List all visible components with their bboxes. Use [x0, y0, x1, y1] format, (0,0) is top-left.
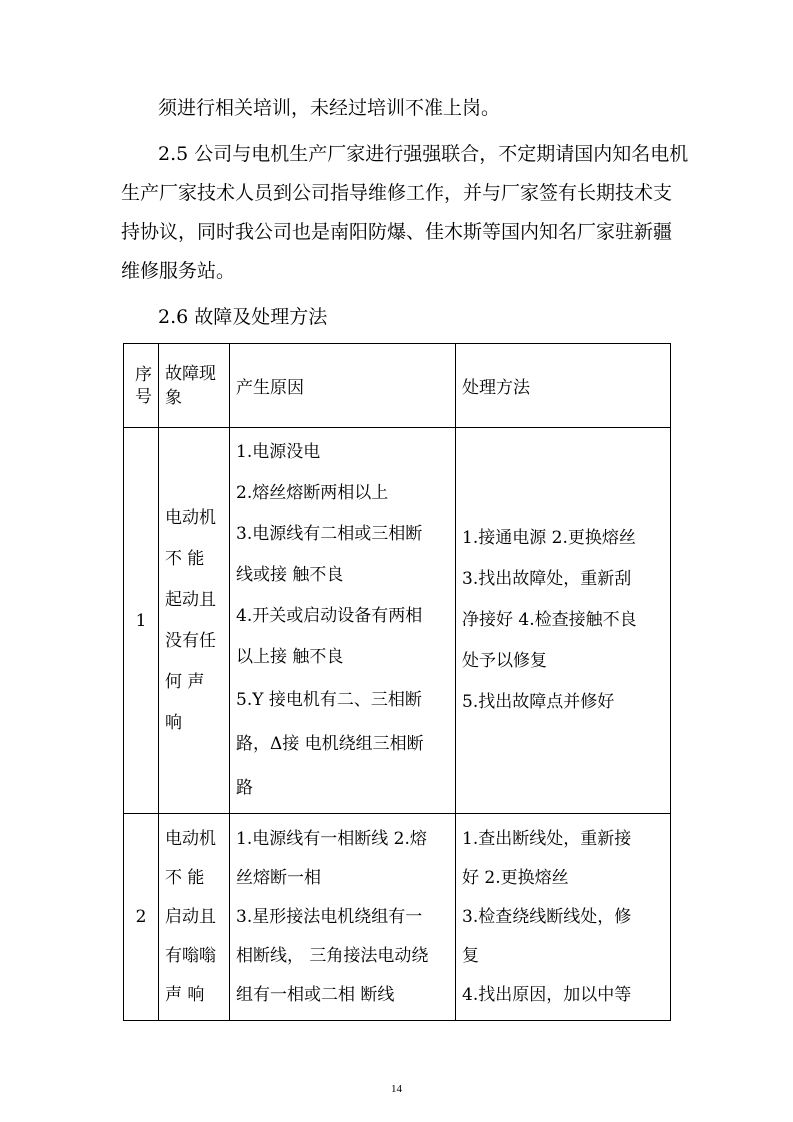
paragraph-cooperation-line-2: 生产厂家技术人员到公司指导维修工作，并与厂家签有长期技术支: [121, 182, 673, 204]
row-seq: 2: [124, 814, 159, 1021]
row-cause: 1.电源没电 2.熔丝熔断两相以上 3.电源线有二相或三相断 线或接 触不良 4.开关或启动设备有两相 以上接 触不良 5.Y 接电机有二、三相断 路，Δ接 电机绕组三相断 路: [230, 428, 456, 814]
paragraph-cooperation-line-1: 2.5 公司与电机生产厂家进行强强联合，不定期请国内知名电机: [158, 143, 689, 165]
paragraph-cooperation-line-4: 维修服务站。: [121, 260, 236, 282]
header-phenomenon: 故障现 象: [159, 344, 230, 428]
section-title: 2.6 故障及处理方法: [158, 306, 328, 328]
header-seq: 序 号: [124, 344, 159, 428]
paragraph-cooperation-line-3: 持协议，同时我公司也是南阳防爆、佳木斯等国内知名厂家驻新疆: [121, 221, 673, 243]
row-phenomenon: 电动机 不 能 起动且 没有任 何 声 响: [159, 428, 230, 814]
header-method: 处理方法: [456, 344, 671, 428]
page-number: 14: [391, 1083, 402, 1095]
row-cause: 1.电源线有一相断线 2.熔 丝熔断一相 3.星形接法电机绕组有一 相断线， 三角接法电动绕 组有一相或二相 断线: [230, 814, 456, 1021]
row-method: 1.接通电源 2.更换熔丝 3.找出故障处，重新刮 净接好 4.检查接触不良 处予以修复 5.找出故障点并修好: [456, 428, 671, 814]
fault-table: [123, 343, 671, 1021]
row-phenomenon: 电动机 不 能 启动且 有嗡嗡 声 响: [159, 814, 230, 1021]
table-row: [124, 814, 671, 1021]
table-row: [124, 428, 671, 814]
paragraph-training: 须进行相关培训，未经过培训不准上岗。: [158, 97, 501, 119]
header-cause: 产生原因: [230, 344, 456, 428]
row-method: 1.查出断线处，重新接 好 2.更换熔丝 3.检查绕线断线处，修 复 4.找出原因，加以中等: [456, 814, 671, 1021]
table-header-row: [124, 344, 671, 428]
row-seq: 1: [124, 428, 159, 814]
